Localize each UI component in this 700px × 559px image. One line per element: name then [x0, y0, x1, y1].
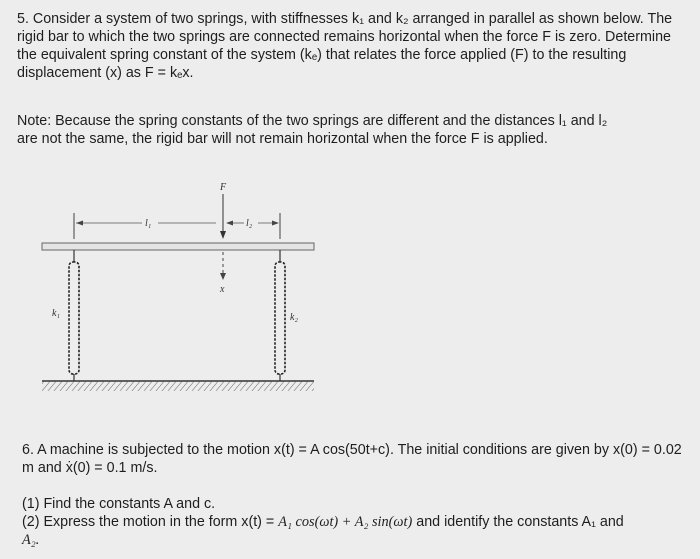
question-2-continuation: A₂. — [22, 532, 40, 548]
x-label: x — [220, 284, 225, 295]
problem-6-line-1: 6. A machine is subjected to the motion x(t) = A cos(50t+c). The initial conditions are given by x(0) = 0.02 — [22, 442, 682, 458]
rigid-bar — [42, 243, 314, 250]
problem-5-text — [17, 10, 695, 82]
spring-system-figure — [30, 176, 330, 401]
questions-text — [22, 495, 694, 549]
problem-6-text — [22, 441, 694, 477]
note-line-1: Note: Because the spring constants of the two springs are different and the distances l₁ and l₂ — [17, 113, 608, 129]
problem-5-line-1: 5. Consider a system of two springs, with stiffnesses k₁ and k₂ arranged in parallel as shown below. The — [17, 11, 673, 27]
problem-5-line-2: rigid bar to which the two springs are connected remains horizontal when the force F is zero. Determine — [17, 29, 671, 45]
spring-k1 — [52, 250, 79, 381]
ground — [42, 381, 314, 391]
force-label: F — [220, 182, 227, 193]
question-2 — [22, 513, 694, 531]
problem-5-line-4: displacement (x) as F = kₑx. — [17, 65, 194, 81]
question-1: (1) Find the constants A and c. — [22, 496, 216, 512]
note-text — [17, 112, 677, 148]
force-arrow — [219, 182, 227, 239]
l1-dimension — [74, 213, 216, 239]
spring-k2 — [275, 250, 298, 381]
problem-5-line-3: the equivalent spring constant of the system (kₑ) that relates the force applied (F) to the resulting — [17, 47, 627, 63]
l2-dimension — [226, 213, 280, 239]
question-2-formula: A₁ cos(ωt) + A₂ sin(ωt) — [278, 514, 413, 530]
displacement-arrow — [219, 252, 226, 295]
k1-label: k₁ — [52, 308, 60, 319]
l1-label: l₁ — [145, 218, 152, 229]
question-2-suffix: and identify the constants A₁ and — [412, 514, 624, 530]
problem-6-line-2: m and ẋ(0) = 0.1 m/s. — [22, 460, 158, 476]
l2-label: l₂ — [246, 218, 253, 229]
note-line-2: are not the same, the rigid bar will not remain horizontal when the force F is applied. — [17, 131, 548, 147]
question-2-text: (2) Express the motion in the form x(t) = — [22, 514, 279, 530]
k2-label: k₂ — [290, 312, 298, 323]
